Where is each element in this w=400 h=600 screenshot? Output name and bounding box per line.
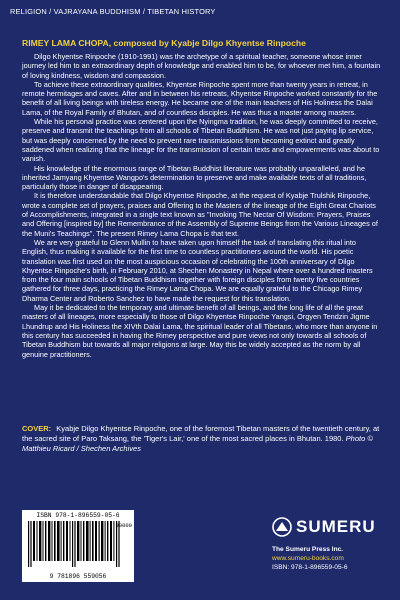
cover-caption [22, 424, 382, 454]
book-category: RELIGION / VAJRAYANA BUDDHISM / TIBETAN HISTORY [10, 7, 216, 16]
description-paragraph: His knowledge of the enormous range of Tibetan Buddhist literature was probably unparalleled, and he inherited Jamyang Khyentse Wangpo's determination to preserve and make available texts of all traditions, particularly those in danger of disappearing. [22, 163, 367, 192]
publisher-info [272, 545, 392, 572]
book-description [22, 52, 382, 359]
description-paragraph: It is therefore understandable that Dilgo Khyentse Rinpoche, at the request of Kyabje Trulshik Rinpoche, wrote a complete set of prayers, praises and Offering to the Masters of the lineage of the Eight Great Chariots of Accomplishments, integrated in a single text known as "Invoking The Nectar Of Wisdom: Prayers, Praises and Offering [inspired by] the Remembrance of the Assembly of Supreme Beings from the Various Lineages of the Muni's Teachings". The present Rimey Lama Chopa is that text. [22, 191, 378, 238]
publisher-logo-text: SUMERU [296, 517, 376, 536]
description-paragraph: May it be dedicated to the temporary and ultimate benefit of all beings, and the long life of all the great masters of all lineages, more especially to those of Dilgo Khyentse Rinpoche Yangsi, Orgyen Tendzin Jigme Lhundrup and His Holiness the XIVth Dalai Lama, the spiritual leader of all Tibetans, who more than anyone in this century has succeeded in having the Rimey perspective and pure views not only towards all schools of Tibetan Buddhism but towards all major religions at large. May this be widely accepted as the norm by all genuine practitioners. [22, 303, 378, 359]
isbn-barcode [22, 510, 134, 582]
publisher-logo [272, 515, 392, 541]
publisher-name: The Sumeru Press Inc. [272, 546, 344, 553]
photo-credit: Photo © Matthieu Ricard / Shechen Archives [22, 434, 373, 453]
publisher-isbn: ISBN: 978-1-896559-05-6 [272, 564, 348, 571]
description-paragraph: While his personal practice was centered upon the Nyingma tradition, he was deeply committed to receive, preserve and transmit the teachings from all schools of Tibetan Buddhism. He was not just paying lip service, but was deeply concerned by the need to prevent rare transmissions from becoming extinct and greatly saddened when realizing that the lineage for the transmission of certain texts and empowerments was about to vanish. [22, 117, 380, 164]
description-paragraph: To achieve these extraordinary qualities, Khyentse Rinpoche spent more than twenty years in retreat, in remote hermitages and caves. After and in between his retreats, Khyentse Rinpoche worked constantly for the benefit of all living beings with tireless energy. He became one of the main teachers of His Holiness the Dalai Lama, of the Royal Family of Bhutan, and of countless disciples. He was thus a master among masters. [22, 79, 378, 117]
barcode-bars-icon [26, 521, 130, 567]
cover-label: COVER: [22, 424, 52, 433]
description-paragraph: We are very grateful to Glenn Mullin to have taken upon himself the task of translating this ritual into English, thus making it available for the first time to countless practitioners around the world. His poetic translation was first used on the most auspicious occasion of celebrating the 100th anniversary of Dilgo Khyentse Rinpoche's birth, in February 2010, at Shechen Monastery in Nepal where over a hundred masters from the four main schools of Tibetan Buddhism together with foreign disciples from twenty five countries gathered for three days, practicing the Rimey Lama Chopa. We are equally grateful to the Chicago Rimey Dharma Center and Roberto Sanchez to have made the request for this translation. [22, 237, 373, 303]
mountain-logo-icon [272, 517, 292, 537]
barcode-isbn-label: ISBN 978-1-896559-05-6 [36, 512, 120, 519]
book-title: RIMEY LAMA CHOPA, composed by Kyabje Dilgo Khyentse Rinpoche [22, 38, 306, 48]
cover-text: Kyabje Dilgo Khyentse Rinpoche, one of the foremost Tibetan masters of the twentieth century, at the sacred site of Paro Taksang, the 'Tiger's Lair,' one of the most sacred places in Bhutan. 1980. [22, 424, 380, 443]
description-paragraph: Dilgo Khyentse Rinpoche (1910-1991) was the archetype of a spiritual teacher, someone whose inner journey led him to an extraordinary depth of knowledge and enabled him to be, for whoever met him, a fountain of loving kindness, wisdom and compassion. [22, 52, 381, 80]
publisher-url[interactable]: www.sumeru-books.com [272, 555, 344, 562]
barcode-price-code: 90000 [115, 522, 132, 529]
barcode-number: 9 781896 559056 [49, 573, 107, 580]
